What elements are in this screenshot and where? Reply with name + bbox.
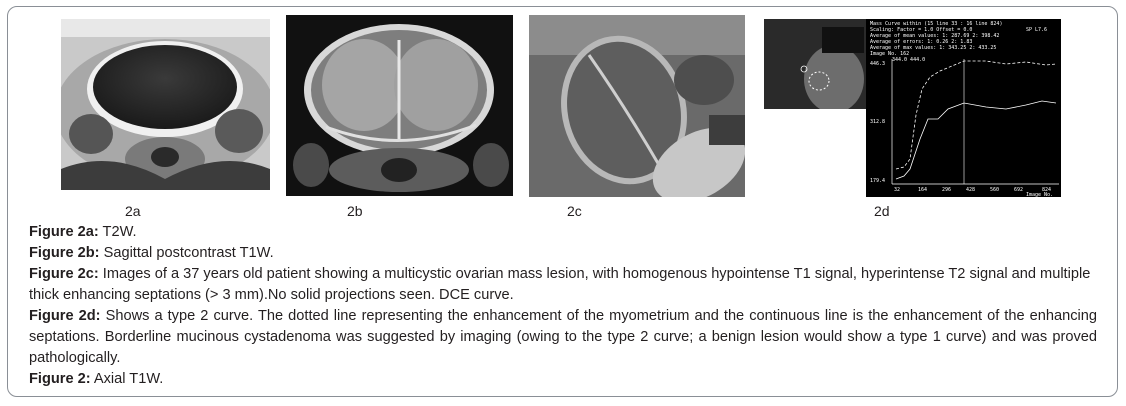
x-tick-3: 428 (966, 187, 976, 193)
image-2d-thumbnail (764, 19, 866, 109)
x-tick-6: 824 (1042, 187, 1052, 193)
curve-title: Mass Curve within (15 line 33 : 16 line 824) (870, 21, 1003, 27)
panel-label-2c: 2c (567, 203, 582, 219)
caption-2d-head: Figure 2d: (29, 308, 101, 324)
x-tick-1: 164 (918, 187, 928, 193)
caption-2b-head: Figure 2b: (29, 245, 100, 261)
caption-2 (29, 369, 1097, 390)
x-tick-5: 692 (1014, 187, 1024, 193)
caption-2c-text: Images of a 37 years old patient showing a multicystic ovarian mass lesion, with homogenous hypointense T1 signal, hyperintense T2 signal and multiple thick enhancing septations (> 3 mm).No solid projections seen. DCE curve. (29, 266, 1091, 303)
caption-2a-head: Figure 2a: (29, 224, 99, 240)
curve-scaling: Scaling: Factor = 1.0 Offset = 0.0 (870, 27, 973, 33)
panel-label-2b: 2b (347, 203, 363, 219)
curve-row-errors: Average of errors: 1: 0.26 2: 1.83 (870, 39, 973, 45)
y-tick-top: 446.3 (870, 61, 886, 67)
caption-2c (29, 264, 1097, 306)
x-tick-2: 296 (942, 187, 952, 193)
panel-label-2d: 2d (874, 203, 890, 219)
caption-2-head: Figure 2: (29, 371, 91, 387)
image-2c (529, 15, 745, 197)
curve-sp-label: SP L7.6 (1026, 27, 1048, 33)
image-2b (286, 15, 513, 196)
caption-2c-head: Figure 2c: (29, 266, 99, 282)
x-axis-unit: Image No. (1026, 192, 1054, 197)
panel-label-2a: 2a (125, 203, 141, 219)
y-tick-mid: 312.8 (870, 119, 886, 125)
caption-2d-text: Shows a type 2 curve. The dotted line representing the enhancement of the myometrium and the continuous line is the enhancement of the enhancing septations. Borderline mucinous cystadenoma was suggested by imaging (owing to the type 2 curve; a benign lesion would show a type 1 curve) and was proved pathologically. (29, 308, 1097, 366)
caption-2a (29, 222, 1097, 243)
caption-2b-text: Sagittal postcontrast T1W. (99, 245, 274, 261)
image-2d-white-gap (764, 109, 866, 197)
image-2a (61, 19, 270, 190)
curve-row-max: Average of max values: 1: 343.25 2: 433.25 (870, 45, 997, 51)
x-tick-4: 560 (990, 187, 1000, 193)
caption-2b (29, 243, 1097, 264)
enhancement-curve-chart (866, 19, 1061, 197)
caption-2d (29, 306, 1097, 368)
y-tick-bottom: 179.4 (870, 178, 886, 184)
curve-legend-label: Image No. 162 (870, 51, 910, 57)
caption-2-text: Axial T1W. (90, 371, 164, 387)
caption-2a-text: T2W. (98, 224, 137, 240)
curve-row-mean: Average of mean values: 1: 287.69 2: 398.42 (870, 33, 1000, 39)
x-tick-0: 32 (894, 187, 901, 193)
curve-legend-values: 344.0 444.0 (892, 57, 926, 63)
